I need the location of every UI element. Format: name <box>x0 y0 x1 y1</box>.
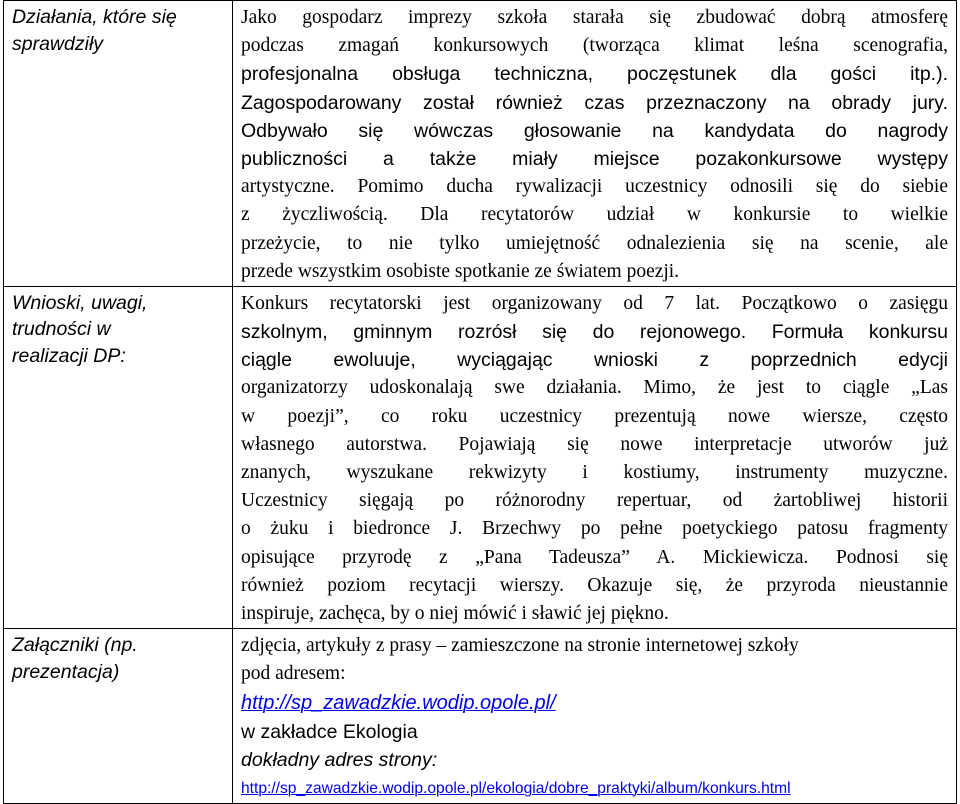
attachments-paragraph <box>241 632 948 803</box>
paragraph-line: szkolnym, gminnym rozrósł się do rejonowego. Formuła konkursu <box>241 321 948 344</box>
row-label-actions <box>12 4 226 57</box>
paragraph-line: ciągle ewoluuje, wyciągając wnioski z poprzednich edycji <box>241 349 948 372</box>
row-label-cell <box>4 286 233 628</box>
row-label-conclusions <box>12 290 226 370</box>
paragraph-line: inspiruje, zachęca, by o niej mówić i sławić jej piękno. <box>241 602 669 624</box>
row-content-cell <box>233 629 957 804</box>
paragraph-line: własnego autorstwa. Pojawiają się nowe interpretacje utworów już <box>241 433 948 455</box>
album-page-link[interactable]: http://sp_zawadzkie.wodip.opole.pl/ekologia/dobre_praktyki/album/konkurs.html <box>241 780 791 798</box>
paragraph-line: znanych, wyszukane rekwizyty i kostiumy, instrumenty muzyczne. <box>241 462 948 484</box>
paragraph-line: z życzliwością. Dla recytatorów udział w konkursie to wielkie <box>241 204 948 226</box>
school-website-line <box>241 689 948 718</box>
school-website-link[interactable]: http://sp_zawadzkie.wodip.opole.pl/ <box>241 691 556 714</box>
label-line: sprawdziły <box>12 32 104 55</box>
label-line: trudności w <box>12 318 111 341</box>
table-row-actions <box>4 1 957 287</box>
label-line: realizacji DP: <box>12 344 126 367</box>
attachments-intro: zdjęcia, artykuły z prasy – zamieszczone na stronie internetowej szkoły <box>241 635 799 657</box>
paragraph-line: publiczności a także miały miejsce pozakonkursowe występy <box>241 147 948 170</box>
album-url-line <box>241 774 948 803</box>
paragraph-line: organizatorzy udoskonalają swe działania. Mimo, że jest to ciągle „Las <box>241 377 948 399</box>
row-label-cell <box>4 1 233 287</box>
row-content-cell <box>233 1 957 287</box>
attachments-address-label: pod adresem: <box>241 663 346 685</box>
row-label-cell <box>4 629 233 804</box>
paragraph-line: artystyczne. Pomimo ducha rywalizacji uczestnicy odnosili się do siebie <box>241 176 948 198</box>
exact-address-label: dokładny adres strony: <box>241 748 438 771</box>
paragraph-line: w poezji”, co roku uczestnicy prezentują nowe wiersze, często <box>241 405 948 427</box>
paragraph-line: profesjonalna obsługa techniczna, poczęstunek dla gości itp.). <box>241 63 948 86</box>
conclusions-paragraph <box>241 290 948 628</box>
paragraph-line: Uczestnicy sięgają po różnorodny repertuar, od żartobliwej historii <box>241 490 948 512</box>
actions-paragraph <box>241 4 948 286</box>
row-content-cell <box>233 286 957 628</box>
paragraph-line: Zagospodarowany został również czas przeznaczony na obrady jury. <box>241 91 948 114</box>
label-line: Załączniki (np. <box>12 634 138 657</box>
paragraph-line: opisujące przyrodę z „Pana Tadeusza” A. Mickiewicza. Podnosi się <box>241 546 948 568</box>
row-label-attachments <box>12 632 226 685</box>
paragraph-line: o żuku i biedronce J. Brzechwy po pełne poetyckiego patosu fragmenty <box>241 518 948 540</box>
paragraph-line: również poziom recytacji wierszy. Okazuje się, że przyroda nieustannie <box>241 574 948 596</box>
table-row-attachments <box>4 629 957 804</box>
label-line: prezentacja) <box>12 660 120 683</box>
label-line: Wnioski, uwagi, <box>12 291 148 314</box>
tab-note: w zakładce Ekologia <box>241 720 418 743</box>
report-table <box>3 0 957 804</box>
paragraph-line: przede wszystkim osobiste spotkanie ze światem poezji. <box>241 260 680 282</box>
paragraph-line: Odbywało się wówczas głosowanie na kandydata do nagrody <box>241 119 948 142</box>
paragraph-line: Jako gospodarz imprezy szkoła starała się zbudować dobrą atmosferę <box>241 7 948 28</box>
paragraph-line: przeżycie, to nie tylko umiejętność odnalezienia się na scenie, ale <box>241 232 948 254</box>
label-line: Działania, które się <box>12 6 177 28</box>
paragraph-line: Konkurs recytatorski jest organizowany od 7 lat. Początkowo o zasięgu <box>241 292 948 314</box>
paragraph-line: podczas zmagań konkursowych (tworząca klimat leśna scenografia, <box>241 35 948 57</box>
table-row-conclusions <box>4 286 957 628</box>
